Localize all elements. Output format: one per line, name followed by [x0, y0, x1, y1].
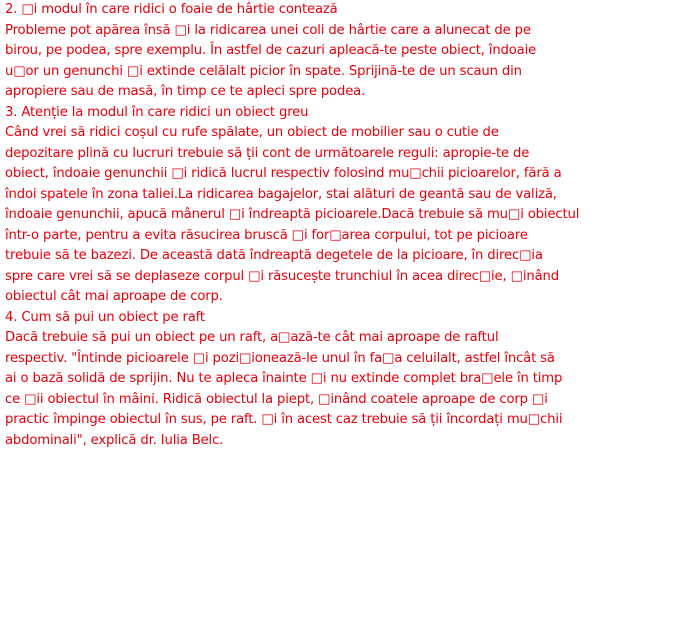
- paragraph-line: obiectul cât mai aproape de corp.: [5, 289, 223, 304]
- paragraph-line: apropiere sau de masă, în timp ce te apleci spre podea.: [5, 84, 366, 99]
- paragraph-line: trebuie să te bazezi. De această dată îndreaptă degetele de la picioare, în direc□ia: [5, 248, 543, 263]
- paragraph-line: u□or un genunchi □i extinde celălalt picior în spate. Sprijină-te de un scaun din: [5, 63, 522, 79]
- paragraph-line: obiect, îndoaie genunchii □i ridică lucrul respectiv folosind mu□chii picioarelor, fără a: [5, 166, 562, 181]
- paragraph-line: birou, pe podea, spre exemplu. În astfel de cazuri apleacă-te peste obiect, îndoaie: [5, 43, 537, 58]
- paragraph-line: ce □ii obiectul în mâini. Ridică obiectul la piept, □inând coatele aproape de corp □i: [5, 391, 548, 407]
- paragraph-line: practic împinge obiectul în sus, pe raft. □i în acest caz trebuie să ții încordați mu□chii: [5, 412, 563, 427]
- paragraph-line: Când vrei să ridici coșul cu rufe spălate, un obiect de mobilier sau o cutie de: [5, 125, 499, 140]
- paragraph-line: îndoi spatele în zona taliei.La ridicarea bagajelor, stai alături de geantă sau de valiză,: [5, 186, 557, 202]
- paragraph-line: îndoaie genunchii, apucă mânerul □i îndreaptă picioarele.Dacă trebuie să mu□i obiectul: [5, 207, 580, 222]
- document-text: [5, 0, 683, 451]
- paragraph-line: spre care vrei să se deplaseze corpul □i răsucește trunchiul în acea direc□ie, □inând: [5, 268, 559, 284]
- paragraph-line: respectiv. "Întinde picioarele □i pozi□ionează-le unul în fa□a celuilalt, astfel încât să: [5, 350, 555, 366]
- paragraph-line: Probleme pot apărea însă □i la ridicarea unei coli de hârtie care a alunecat de pe: [5, 22, 531, 38]
- paragraph-line: depozitare plină cu lucruri trebuie să ții cont de următoarele reguli: apropie-te de: [5, 145, 530, 161]
- paragraph-line: într-o parte, pentru a evita răsucirea bruscă □i for□area corpului, tot pe picioare: [5, 227, 528, 243]
- heading-section-4: 4. Cum să pui un obiect pe raft: [5, 309, 205, 325]
- paragraph-line: ai o bază solidă de sprijin. Nu te apleca înainte □i nu extinde complet bra□ele în timp: [5, 371, 563, 386]
- heading-section-3: 3. Atenție la modul în care ridici un obiect greu: [5, 104, 309, 120]
- heading-section-2: 2. □i modul în care ridici o foaie de hârtie contează: [5, 2, 338, 17]
- paragraph-line: Dacă trebuie să pui un obiect pe un raft, a□ază-te cât mai aproape de raftul: [5, 330, 499, 345]
- paragraph-line: abdominali", explică dr. Iulia Belc.: [5, 432, 224, 448]
